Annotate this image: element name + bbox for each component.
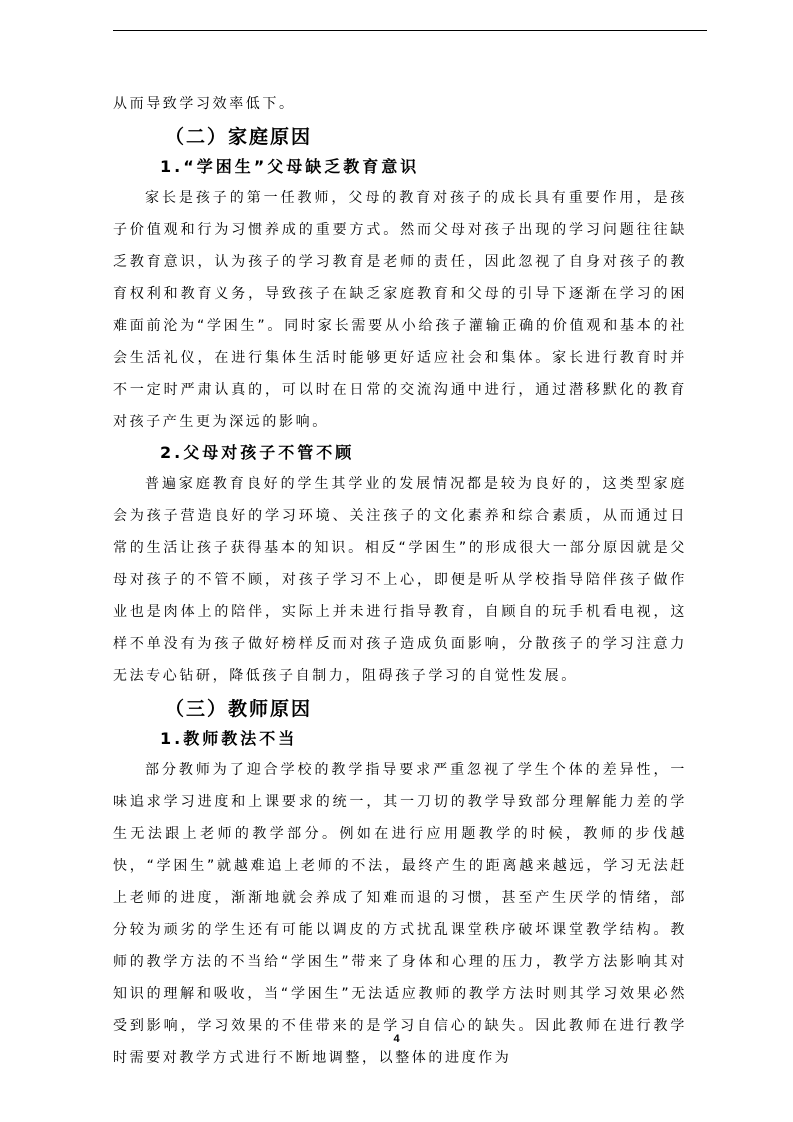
page-number: 4 bbox=[393, 1033, 400, 1045]
header-rule bbox=[113, 30, 707, 31]
paragraph-continuation: 从而导致学习效率低下。 bbox=[113, 96, 296, 112]
paragraph-improper-teaching: 部分教师为了迎合学校的教学指导要求严重忽视了学生个体的差异性，一味追求学习进度和上课要求的统一，其一刀切的教学导致部分理解能力差的学生无法跟上老师的教学部分。例如在进行应用题教学的时候，教师的步伐越快，“学困生”就越难追上老师的不法，最终产生的距离越来越远，学习无法赶上老师的进度，渐渐地就会养成了知难而退的习惯，甚至产生厌学的情绪，部分较为顽劣的学生还有可能以调皮的方式扰乱课堂秩序破坏课堂教学结构。教师的教学方法的不当给“学困生”带来了身体和心理的压力，教学方法影响其对知识的理解和吸收，当“学困生”无法适应教师的教学方法时则其学习效果必然受到影响，学习效果的不佳带来的是学习自信心的缺失。因此教师在进行教学时需要对教学方式进行不断地调整，以整体的进度作为 bbox=[113, 762, 687, 1066]
paragraph-parents-awareness: 家长是孩子的第一任教师，父母的教育对孩子的成长具有重要作用，是孩子价值观和行为习惯养成的重要方式。然而父母对孩子出现的学习问题往往缺乏教育意识，认为孩子的学习教育是老师的责任，因此忽视了自身对孩子的教育权利和教育义务，导致孩子在缺乏家庭教育和父母的引导下逐渐在学习的困难面前沦为“学困生”。同时家长需要从小给孩子灌输正确的价值观和基本的社会生活礼仪，在进行集体生活时能够更好适应社会和集体。家长进行教育时并不一定时严肃认真的，可以时在日常的交流沟通中进行，通过潜移默化的教育对孩子产生更为深远的影响。 bbox=[113, 190, 687, 430]
subheading-parents-neglect: 2.父母对孩子不管不顾 bbox=[160, 443, 355, 462]
section-heading-family-reasons: （二）家庭原因 bbox=[165, 126, 313, 148]
subheading-improper-teaching: 1.教师教法不当 bbox=[160, 729, 298, 748]
subheading-parents-lack-awareness: 1.“学困生”父母缺乏教育意识 bbox=[160, 157, 420, 176]
page-content bbox=[113, 88, 687, 1074]
paragraph-parents-neglect: 普遍家庭教育良好的学生其学业的发展情况都是较为良好的，这类型家庭会为孩子营造良好的学习环境、关注孩子的文化素养和综合素质，从而通过日常的生活让孩子获得基本的知识。相反“学困生”的形成很大一部分原因就是父母对孩子的不管不顾，对孩子学习不上心，即便是听从学校指导陪伴孩子做作业也是肉体上的陪伴，实际上并未进行指导教育，自顾自的玩手机看电视，这样不单没有为孩子做好榜样反而对孩子造成负面影响，分散孩子的学习注意力无法专心钻研，降低孩子自制力，阻碍孩子学习的自觉性发展。 bbox=[113, 476, 687, 684]
section-heading-teacher-reasons: （三）教师原因 bbox=[165, 698, 313, 720]
